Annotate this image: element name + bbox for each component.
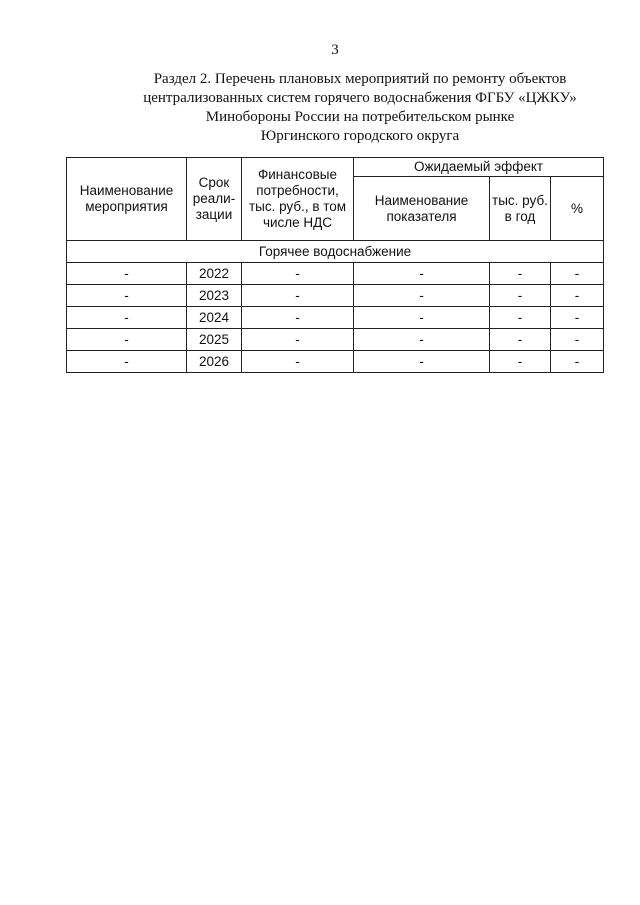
- table-cell: -: [242, 329, 354, 351]
- header-indicator-name: Наименование показателя: [354, 177, 490, 241]
- header-term: Срок реали-зации: [187, 158, 242, 241]
- title-line-3: Минобороны России на потребительском рынке: [205, 109, 515, 125]
- table-row: [67, 285, 604, 307]
- table-cell: -: [354, 351, 490, 373]
- table-cell: 2026: [187, 351, 242, 373]
- table-cell: -: [490, 263, 551, 285]
- title-line-2: централизованных систем горячего водоснабжения ФГБУ «ЦЖКУ»: [143, 90, 577, 106]
- table-row: [67, 351, 604, 373]
- table-cell: 2025: [187, 329, 242, 351]
- table-cell: -: [551, 263, 604, 285]
- header-measure-name: Наименование мероприятия: [67, 158, 187, 241]
- table-cell: -: [551, 351, 604, 373]
- table-cell: -: [354, 307, 490, 329]
- table-body: [67, 263, 604, 373]
- table-cell: -: [551, 285, 604, 307]
- table-cell: 2023: [187, 285, 242, 307]
- table-cell: -: [490, 285, 551, 307]
- table-cell: -: [242, 351, 354, 373]
- title-line-4: Юргинского городского округа: [260, 128, 460, 144]
- table-cell: -: [67, 285, 187, 307]
- table-cell: -: [242, 307, 354, 329]
- table-cell: -: [67, 307, 187, 329]
- table-cell: -: [490, 351, 551, 373]
- table-cell: -: [551, 329, 604, 351]
- header-finance: Финансовые потребности, тыс. руб., в том числе НДС: [242, 158, 354, 241]
- page-number: 3: [331, 42, 339, 58]
- section-label: Горячее водоснабжение: [67, 241, 604, 263]
- table-row: [67, 307, 604, 329]
- table-cell: -: [67, 351, 187, 373]
- header-expected-effect: Ожидаемый эффект: [354, 158, 604, 177]
- table-cell: 2024: [187, 307, 242, 329]
- measures-table: [66, 157, 604, 373]
- table-cell: -: [354, 329, 490, 351]
- table-cell: -: [67, 329, 187, 351]
- table-cell: -: [67, 263, 187, 285]
- table-cell: -: [490, 307, 551, 329]
- header-percent: %: [551, 177, 604, 241]
- table-cell: 2022: [187, 263, 242, 285]
- table-cell: -: [490, 329, 551, 351]
- table-cell: -: [551, 307, 604, 329]
- table-cell: -: [242, 263, 354, 285]
- table-cell: -: [354, 263, 490, 285]
- document-title: [100, 70, 620, 146]
- table-cell: -: [242, 285, 354, 307]
- table-row: [67, 329, 604, 351]
- table-row: [67, 263, 604, 285]
- table-cell: -: [354, 285, 490, 307]
- header-rub-per-year: тыс. руб. в год: [490, 177, 551, 241]
- title-line-1: Раздел 2. Перечень плановых мероприятий по ремонту объектов: [153, 71, 567, 87]
